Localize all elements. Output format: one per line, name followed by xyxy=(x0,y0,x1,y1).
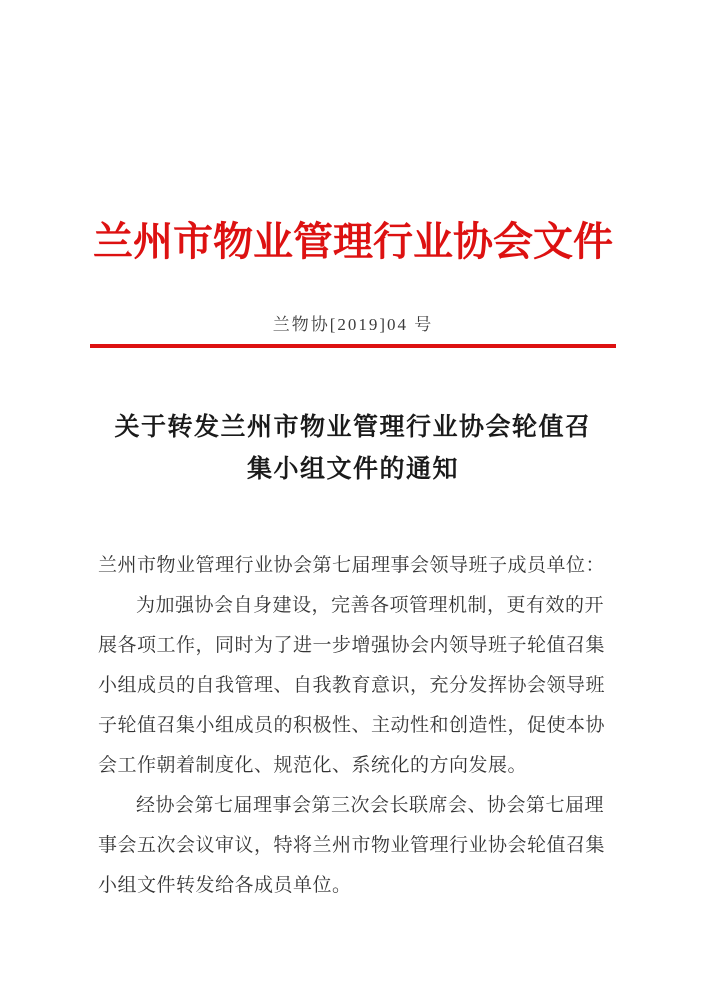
document-body xyxy=(98,546,608,906)
salutation-line: 兰州市物业管理行业协会第七届理事会领导班子成员单位： xyxy=(98,555,606,576)
document-number: 兰物协[2019]04 号 xyxy=(272,315,434,334)
document-column xyxy=(90,216,616,906)
body-paragraph: 为加强协会自身建设，完善各项管理机制，更有效的开展各项工作，同时为了进一步增强协会内领导班子轮值召集小组成员的自我管理、自我教育意识，充分发挥协会领导班子轮值召集小组成员的积极性、主动性和创造性，促使本协会工作朝着制度化、规范化、系统化的方向发展。 xyxy=(98,595,606,776)
notice-title: 关于转发兰州市物业管理行业协会轮值召集小组文件的通知 xyxy=(114,413,592,483)
letterhead-divider-line xyxy=(90,344,616,348)
letterhead-org-title: 兰州市物业管理行业协会文件 xyxy=(93,219,613,264)
body-paragraph: 经协会第七届理事会第三次会长联席会、协会第七届理事会五次会议审议，特将兰州市物业管理行业协会轮值召集小组文件转发给各成员单位。 xyxy=(98,795,606,896)
